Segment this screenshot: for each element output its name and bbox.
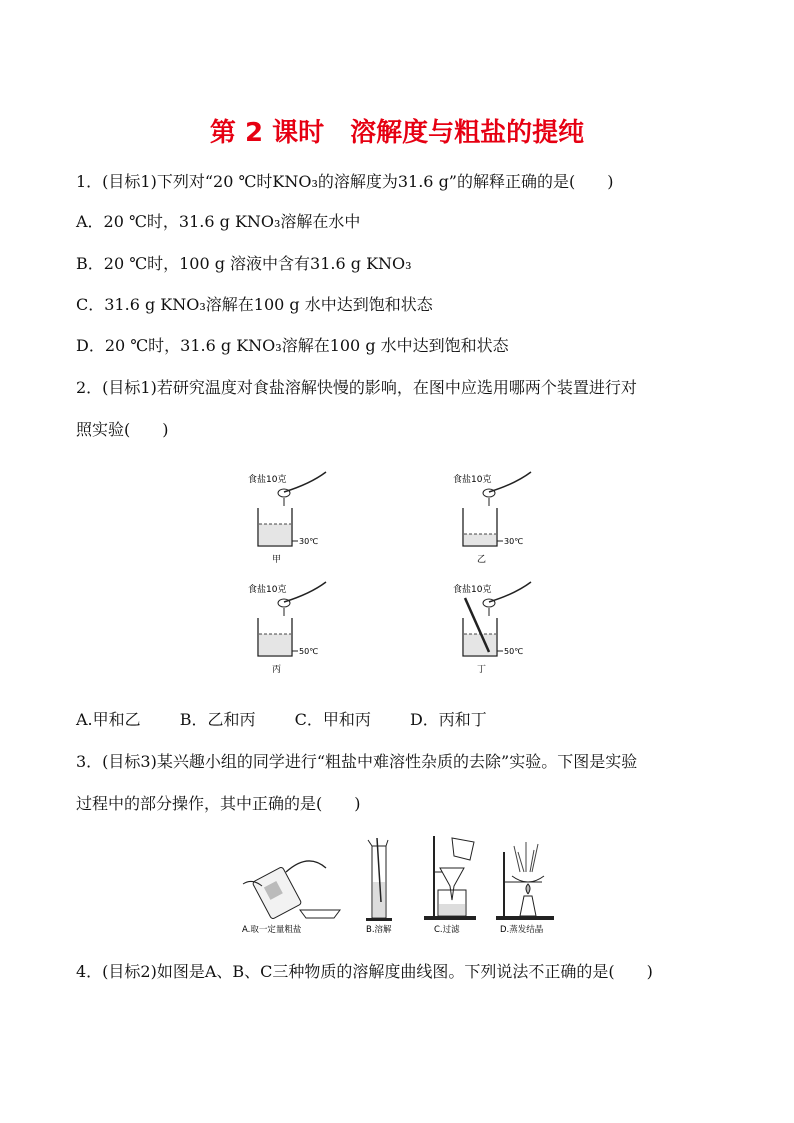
- q2-option-a: A.甲和乙: [76, 710, 141, 729]
- q1-option-d: D．20 ℃时，31.6 g KNO₃溶解在100 g 水中达到饱和状态: [76, 336, 509, 355]
- operation-b: [366, 838, 392, 935]
- q1-option-c: C．31.6 g KNO₃溶解在100 g 水中达到饱和状态: [76, 295, 433, 314]
- stand-base: [496, 916, 554, 920]
- operation-c: [424, 836, 476, 935]
- page-title: 第 2 课时 溶解度与粗盐的提纯: [209, 118, 585, 148]
- beaker-label: 乙: [477, 555, 487, 565]
- caption-a: A.取一定量粗盐: [242, 925, 302, 935]
- spoon-icon: [284, 472, 326, 492]
- q2-options: [76, 710, 521, 730]
- caption-d: D.蒸发结晶: [500, 925, 544, 935]
- spoon-icon: [489, 582, 531, 602]
- beaker-ding: [453, 582, 531, 675]
- steam-icon: [514, 842, 538, 872]
- spoon-icon: [489, 472, 531, 492]
- q3-operation-figure: [238, 832, 558, 940]
- q2-option-b: B．乙和丙: [179, 710, 256, 729]
- evaporating-dish-icon: [300, 910, 340, 918]
- liquid-level: [373, 882, 385, 917]
- beaker-yi: [453, 472, 531, 565]
- salt-label: 食盐10克: [248, 475, 287, 485]
- q4-stem: 4．(目标2)如图是A、B、C三种物质的溶解度曲线图。下列说法不正确的是( ): [76, 962, 653, 981]
- cylinder-base: [366, 918, 392, 921]
- caption-c: C.过滤: [434, 925, 460, 935]
- beaker-bing: [248, 582, 326, 675]
- salt-label: 食盐10克: [453, 585, 492, 595]
- salt-label: 食盐10克: [248, 585, 287, 595]
- spoon-icon: [284, 582, 326, 602]
- temp-label: 50℃: [504, 647, 524, 656]
- q1-option-a: A．20 ℃时，31.6 g KNO₃溶解在水中: [76, 212, 361, 231]
- q1-option-b: B．20 ℃时，100 g 溶液中含有31.6 g KNO₃: [76, 254, 412, 273]
- pouring-beaker-icon: [452, 838, 474, 860]
- spoon-bowl-icon: [483, 489, 495, 497]
- hand-icon: [286, 861, 326, 872]
- beaker-label: 丙: [272, 665, 282, 675]
- spoon-bowl-icon: [278, 489, 290, 497]
- temp-label: 30℃: [504, 537, 524, 546]
- spoon-bowl-icon: [483, 599, 495, 607]
- spoon-bowl-icon: [278, 599, 290, 607]
- flame-icon: [526, 884, 530, 894]
- operation-d: [496, 842, 554, 935]
- water-level: [259, 634, 291, 655]
- q3-stem-line1: 3．(目标3)某兴趣小组的同学进行“粗盐中难溶性杂质的去除”实验。下图是实验: [76, 752, 638, 771]
- evaporating-dish-icon: [512, 876, 544, 882]
- temp-label: 50℃: [299, 647, 319, 656]
- q2-option-d: D．丙和丁: [409, 710, 487, 729]
- q3-stem-line2: 过程中的部分操作，其中正确的是( ): [76, 794, 361, 813]
- beaker-label: 甲: [272, 555, 282, 565]
- caption-b: B.溶解: [366, 925, 392, 935]
- operation-a: [242, 861, 340, 935]
- q2-stem-line2: 照实验( ): [76, 420, 169, 439]
- beaker-label: 丁: [477, 665, 487, 675]
- temp-label: 30℃: [299, 537, 319, 546]
- water-level: [259, 524, 291, 545]
- funnel-icon: [440, 868, 464, 900]
- water-level: [464, 634, 496, 655]
- q1-stem: 1．(目标1)下列对“20 ℃时KNO₃的溶解度为31.6 g”的解释正确的是( ): [76, 172, 614, 191]
- q2-stem-line1: 2．(目标1)若研究温度对食盐溶解快慢的影响，在图中应选用哪两个装置进行对: [76, 378, 637, 397]
- salt-label: 食盐10克: [453, 475, 492, 485]
- water-level: [464, 534, 496, 545]
- alcohol-lamp-icon: [520, 896, 536, 916]
- beaker-jia: [248, 472, 326, 565]
- filtrate-level: [439, 904, 465, 915]
- q2-beaker-figure: [240, 468, 550, 680]
- q2-option-c: C．甲和丙: [294, 710, 371, 729]
- stand-base: [424, 916, 476, 920]
